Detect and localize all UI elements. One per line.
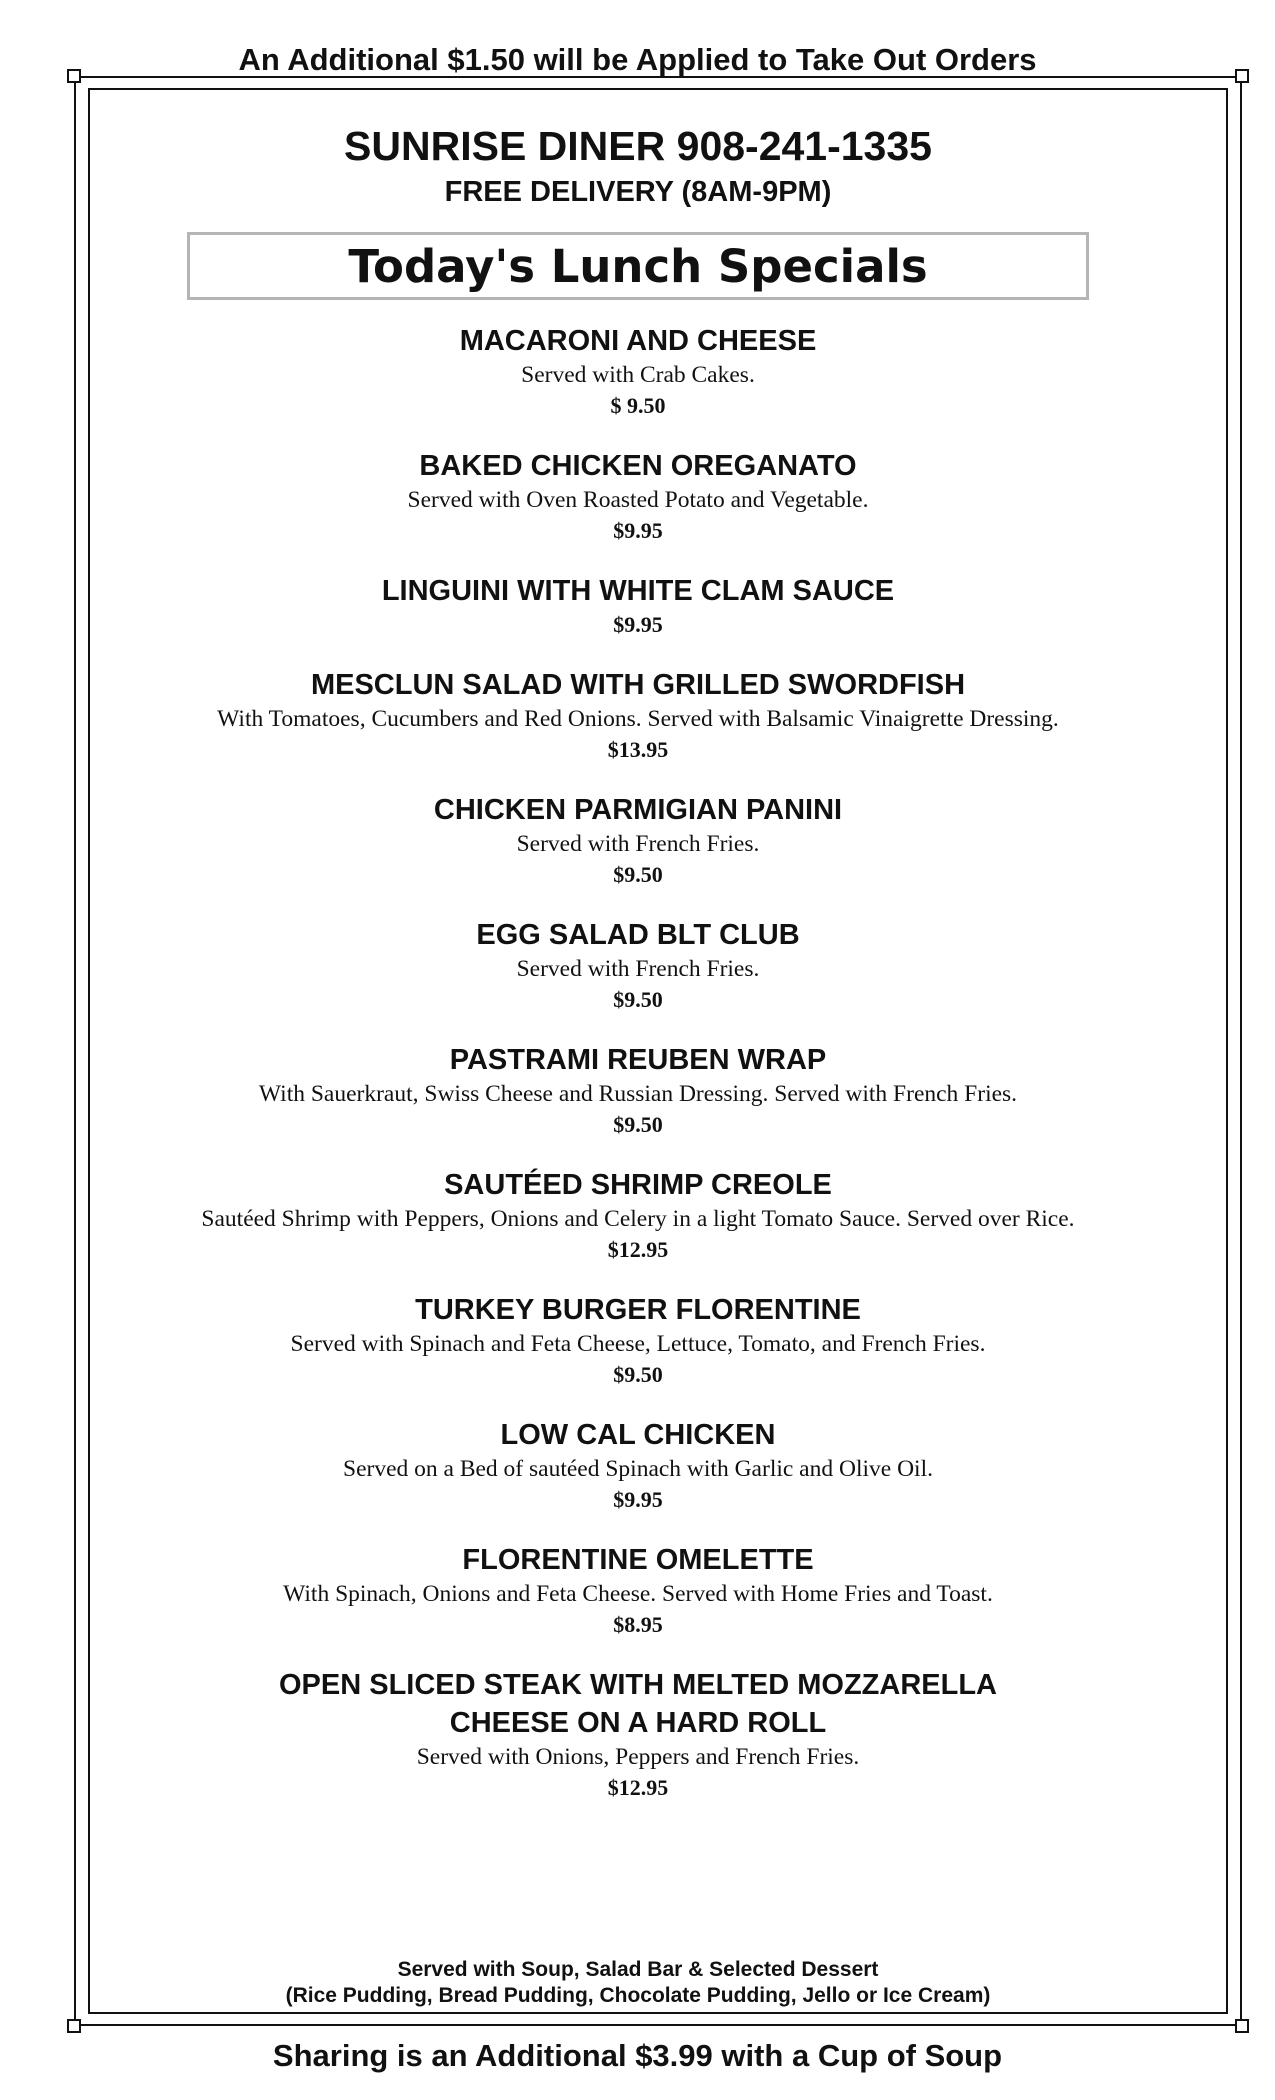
menu-item [100,791,1176,890]
menu-item-name: SAUTÉED SHRIMP CREOLE [444,1169,832,1201]
menu-content [100,110,1176,1829]
menu-item [100,1041,1176,1140]
menu-item-price: $9.50 [613,987,663,1012]
menu-item [100,1416,1176,1515]
menu-item-price: $9.95 [613,518,663,543]
menu-item-name: MESCLUN SALAD WITH GRILLED SWORDFISH [310,669,966,701]
menu-item-name: BAKED CHICKEN OREGANATO [419,450,857,482]
menu-item [100,916,1176,1015]
menu-item-price: $9.50 [613,862,663,887]
takeout-notice: An Additional $1.50 will be Applied to Take Out Orders [238,42,1037,77]
menu-item-description: Served with Spinach and Feta Cheese, Lettuce, Tomato, and French Fries. [290,1331,986,1357]
menu-item [100,322,1176,421]
diner-name: SUNRISE DINER 908-241-1335 [344,123,932,169]
menu-item [100,1666,1176,1803]
menu-item-name: FLORENTINE OMELETTE [462,1544,814,1576]
menu-item-price: $13.95 [607,737,669,762]
menu-item [100,572,1176,640]
menu-item-description: Served with French Fries. [516,831,760,857]
menu-item-description: Served on a Bed of sautéed Spinach with Garlic and Olive Oil. [343,1456,933,1482]
footer-desserts: (Rice Pudding, Bread Pudding, Chocolate Pudding, Jello or Ice Cream) [285,1984,991,2007]
menu-item-name: TURKEY BURGER FLORENTINE [415,1294,861,1326]
menu-item-price: $9.95 [613,1487,663,1512]
menu-item-description: Sautéed Shrimp with Peppers, Onions and Celery in a light Tomato Sauce. Served over Rice. [201,1206,1075,1232]
menu-item-description: Served with French Fries. [516,956,760,982]
menu-item [100,1291,1176,1390]
menu-item-price: $ 9.50 [610,393,666,418]
menu-item-price: $12.95 [607,1775,669,1800]
menu-footer [100,1957,1176,2009]
menu-item [100,447,1176,546]
sharing-notice: Sharing is an Additional $3.99 with a Cup of Soup [272,2038,1003,2073]
menu-item-description: With Spinach, Onions and Feta Cheese. Served with Home Fries and Toast. [283,1581,993,1607]
menu-item-description: With Tomatoes, Cucumbers and Red Onions. Served with Balsamic Vinaigrette Dressing. [217,706,1059,732]
menu-item-price: $8.95 [613,1612,663,1637]
menu-item-price: $9.95 [613,612,663,637]
menu-item-description: Served with Oven Roasted Potato and Vegetable. [407,487,869,513]
menu-item-name: MACARONI AND CHEESE [459,325,817,357]
specials-title-box [187,232,1089,300]
specials-title: Today's Lunch Specials [348,239,928,293]
menu-item-price: $12.95 [607,1237,669,1262]
menu-item [100,1541,1176,1640]
menu-item-price: $9.50 [613,1362,663,1387]
menu-item-description: Served with Onions, Peppers and French Fries. [416,1744,860,1770]
menu-item-name: OPEN SLICED STEAK WITH MELTED MOZZARELLA CHEESE ON A HARD ROLL [279,1669,997,1739]
menu-item [100,1166,1176,1265]
menu-items [100,322,1176,1803]
menu-item-name: CHICKEN PARMIGIAN PANINI [433,794,843,826]
frame-corner-top-right [1235,69,1249,83]
frame-corner-bottom-left [67,2019,81,2033]
frame-corner-top-left [67,69,81,83]
delivery-info: FREE DELIVERY (8AM-9PM) [444,176,832,208]
menu-item [100,666,1176,765]
footer-includes: Served with Soup, Salad Bar & Selected Dessert [397,1958,879,1981]
menu-item-name: LOW CAL CHICKEN [500,1419,776,1451]
menu-item-name: PASTRAMI REUBEN WRAP [449,1044,827,1076]
menu-item-name: LINGUINI WITH WHITE CLAM SAUCE [381,575,895,607]
menu-item-description: With Sauerkraut, Swiss Cheese and Russian Dressing. Served with French Fries. [258,1081,1018,1107]
menu-item-name: EGG SALAD BLT CLUB [476,919,800,951]
menu-item-description: Served with Crab Cakes. [521,362,755,388]
frame-corner-bottom-right [1235,2019,1249,2033]
menu-item-price: $9.50 [613,1112,663,1137]
